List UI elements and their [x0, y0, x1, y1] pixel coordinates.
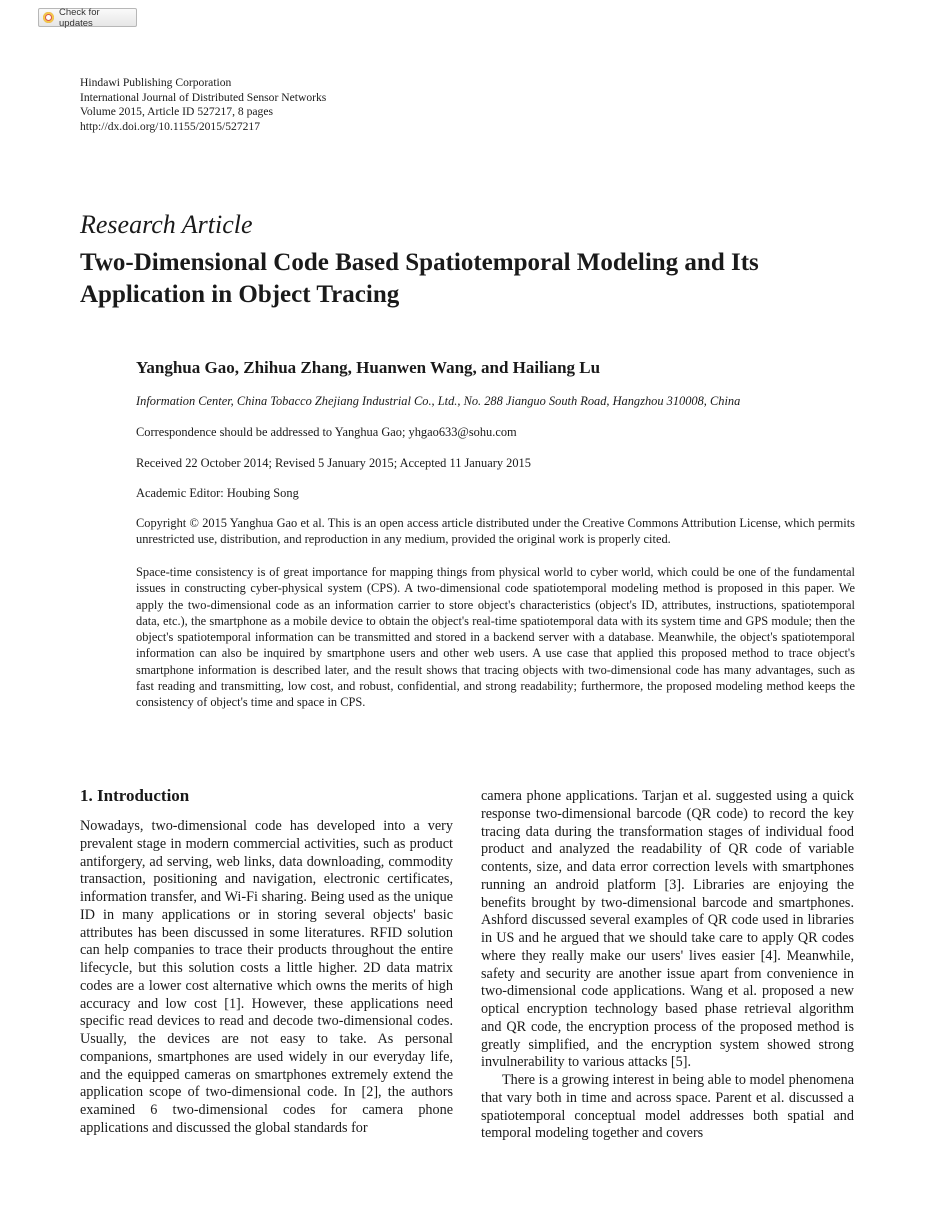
doi-link[interactable]: http://dx.doi.org/10.1155/2015/527217	[80, 119, 261, 133]
paragraph: There is a growing interest in being able to model phenomena that vary both in time and across space. Parent et al. discussed a spatiotemporal conceptual model addresses both spatial and temporal modeling together and covers	[481, 1072, 854, 1142]
academic-editor: Academic Editor: Houbing Song	[136, 486, 299, 500]
volume-info: Volume 2015, Article ID 527217, 8 pages	[80, 105, 273, 119]
abstract: Space-time consistency is of great importance for mapping things from physical world to cyber world, which could be one of the fundamental issues in constructing cyber-physical system (CPS). A two-dimensional code spatiotemporal modeling method is proposed in this paper. We apply the two-dimensional code as an information carrier to store object's characteristics (object's ID, attributes, instructions, spatiotemporal data, etc.), the smartphone as a mobile device to obtain the object's real-time spatiotemporal data with its system time and GPS module; then the object's spatiotemporal information can be transmitted and stored in a backend server with a database. Meanwhile, the object's spatiotemporal information can also be inquired by smartphone users and other web users. A use case that applied this proposed method to trace object's smartphone information is described later, and the result shows that tracing objects with two-dimensional code has many advantages, such as fast reading and transmitting, low cost, and robust, confidential, and strong readability; furthermore, the proposed modeling method keeps the consistency of object's time and space in CPS.	[136, 565, 855, 710]
body-column-left	[80, 818, 453, 1138]
check-for-updates-label: Check for updates	[58, 6, 100, 29]
authors: Yanghua Gao, Zhihua Zhang, Huanwen Wang, and Hailiang Lu	[136, 358, 601, 377]
paragraph: camera phone applications. Tarjan et al. suggested using a quick response two-dimensional barcode (QR code) to record the key tracing data during the transformation stages of individual food product and analyzed the readability of QR code of variable contents, size, and data error correction levels with smartphones running an android platform [3]. Libraries are enjoying the benefits brought by two-dimensional barcode and smartphones. Ashford discussed several examples of QR code used in libraries in US and he argued that we should take care to apply QR codes where they really make our users' lives easier [4]. Meanwhile, safety and security are another issue apart from convenience in two-dimensional code applications. Wang et al. proposed a new optical encryption technology based phase retrieval algorithm and QR code, the encryption process of the proposed method is greatly simplified, and the encryption system showed strong invulnerability to various attacks [5].	[481, 788, 854, 1071]
body-column-right	[481, 788, 854, 1143]
publisher: Hindawi Publishing Corporation	[80, 76, 232, 89]
paper-title: Two-Dimensional Code Based Spatiotemporal Modeling and Its Application in Object Tracing	[80, 249, 759, 308]
affiliation: Information Center, China Tobacco Zhejiang Industrial Co., Ltd., No. 288 Jianguo South Road, Hangzhou 310008, China	[136, 394, 741, 408]
article-type: Research Article	[80, 210, 253, 239]
copyright: Copyright © 2015 Yanghua Gao et al. This is an open access article distributed under the Creative Commons Attribution License, which permits unrestricted use, distribution, and reproduction in any medium, provided the original work is properly cited.	[136, 516, 855, 546]
check-for-updates-icon	[43, 12, 54, 23]
journal-header	[80, 76, 326, 134]
paragraph: Nowadays, two-dimensional code has developed into a very prevalent stage in modern commercial activities, such as product antiforgery, ad serving, web links, data downloading, commodity transaction, positioning and navigation, electronic certificates, information transfer, and Wi-Fi sharing. Being used as the unique ID in many applications or in storing several objects' basic attributes has been discussed in some literatures. RFID solution can help companies to trace their products throughout the entire lifecycle, but this solution costs a little higher. 2D data matrix codes are a lower cost alternative which owns the merits of high accuracy and low cost [1]. However, these applications need specific read devices to read and decode two-dimensional codes. Usually, the devices are not easy to take. As personal companions, smartphones are used widely in our everyday life, and the equipped cameras on smartphones extremely extend the application scope of two-dimensional code. In [2], the authors examined 6 two-dimensional codes for camera phone applications and discussed the global standards for	[80, 818, 453, 1136]
check-for-updates-button[interactable]	[38, 8, 137, 27]
section-heading-introduction: 1. Introduction	[80, 786, 190, 805]
journal-name: International Journal of Distributed Sensor Networks	[80, 90, 327, 104]
correspondence: Correspondence should be addressed to Yanghua Gao; yhgao633@sohu.com	[136, 425, 517, 439]
dates: Received 22 October 2014; Revised 5 January 2015; Accepted 11 January 2015	[136, 456, 531, 470]
